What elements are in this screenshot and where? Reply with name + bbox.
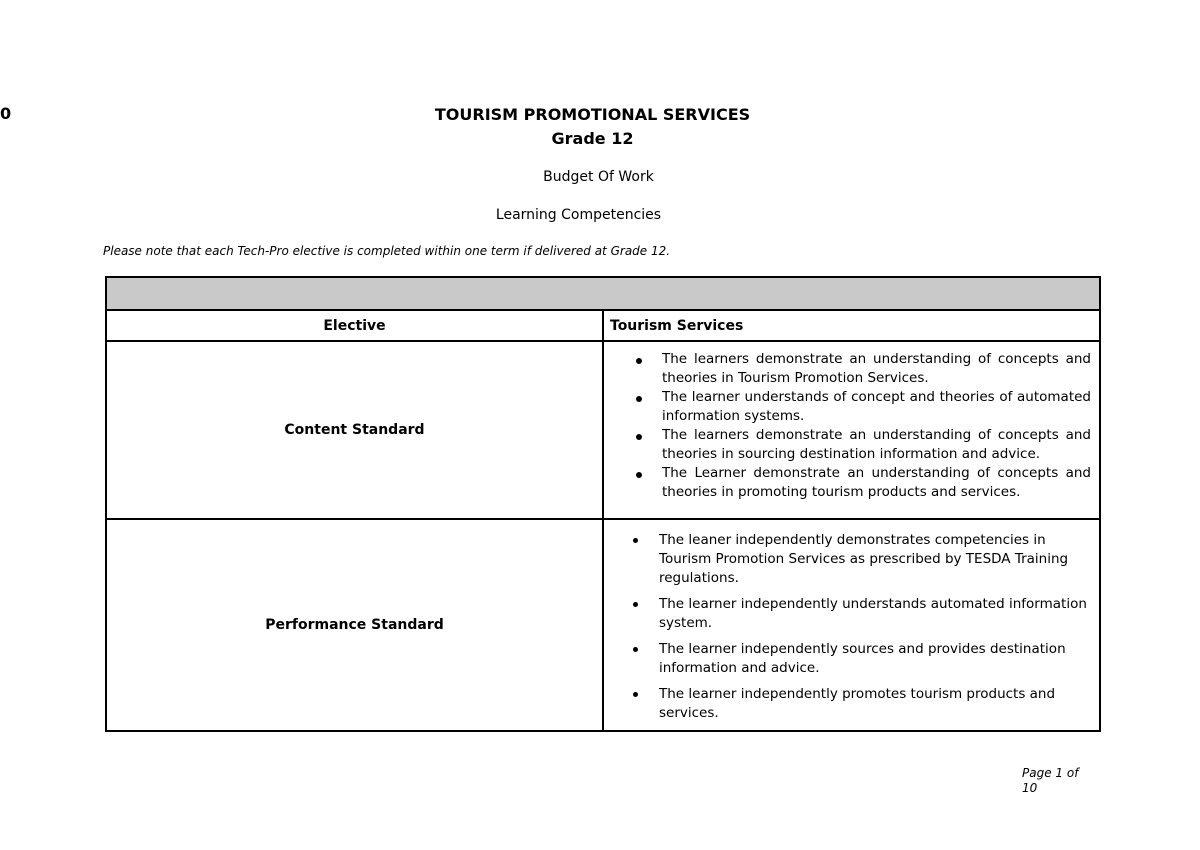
table-header-cell (106, 277, 1100, 310)
term-note: Please note that each Tech-Pro elective is completed within one term if delivered at Grade 12. (103, 244, 671, 258)
bullet-icon (633, 647, 638, 652)
list-item (659, 595, 1091, 633)
list-item (662, 388, 1091, 426)
performance-standard-list (604, 531, 1099, 723)
elective-value: Tourism Services (603, 310, 1100, 341)
list-item (659, 685, 1091, 723)
page-number: Page 1 of 10 (1022, 766, 1079, 795)
list-item-text: The learner understands of concept and theories of automated information systems. (662, 389, 1091, 424)
learning-competencies-heading: Learning Competencies (495, 207, 662, 223)
elective-label: Elective (106, 310, 603, 341)
list-item (659, 640, 1091, 678)
content-standard-list (604, 350, 1099, 502)
bullet-icon (636, 358, 642, 364)
list-item (662, 426, 1091, 464)
list-item (662, 464, 1091, 502)
list-item-text: The leaner independently demonstrates competencies in Tourism Promotion Services as prescribed by TESDA Training regulations. (659, 532, 1069, 586)
performance-standard-row (106, 519, 1100, 731)
bullet-icon (636, 472, 642, 478)
bullet-icon (633, 538, 638, 543)
performance-standard-cell (603, 519, 1100, 731)
elective-row (106, 310, 1100, 341)
bullet-icon (633, 602, 638, 607)
budget-of-work-table (105, 276, 1101, 732)
margin-mark: 0 (0, 104, 12, 123)
list-item-text: The Learner demonstrate an understanding of concepts and theories in promoting tourism products and services. (662, 465, 1091, 500)
bullet-icon (636, 396, 642, 402)
performance-standard-label: Performance Standard (106, 519, 603, 731)
content-standard-cell (603, 341, 1100, 519)
list-item (662, 350, 1091, 388)
content-standard-row (106, 341, 1100, 519)
list-item-text: The learner independently promotes tourism products and services. (659, 686, 1056, 721)
document-title: TOURISM PROMOTIONAL SERVICES (434, 105, 751, 124)
list-item-text: The learner independently sources and provides destination information and advice. (659, 641, 1066, 676)
grade-subtitle: Grade 12 (551, 129, 634, 148)
list-item-text: The learners demonstrate an understanding of concepts and theories in sourcing destination information and advice. (662, 427, 1091, 462)
list-item-text: The learners demonstrate an understanding of concepts and theories in Tourism Promotion Services. (662, 351, 1091, 386)
table-header-row (106, 277, 1100, 310)
list-item (659, 531, 1091, 588)
bullet-icon (633, 692, 638, 697)
budget-of-work-heading: Budget Of Work (543, 169, 654, 185)
list-item-text: The learner independently understands automated information system. (659, 596, 1087, 631)
bullet-icon (636, 434, 642, 440)
content-standard-label: Content Standard (106, 341, 603, 519)
